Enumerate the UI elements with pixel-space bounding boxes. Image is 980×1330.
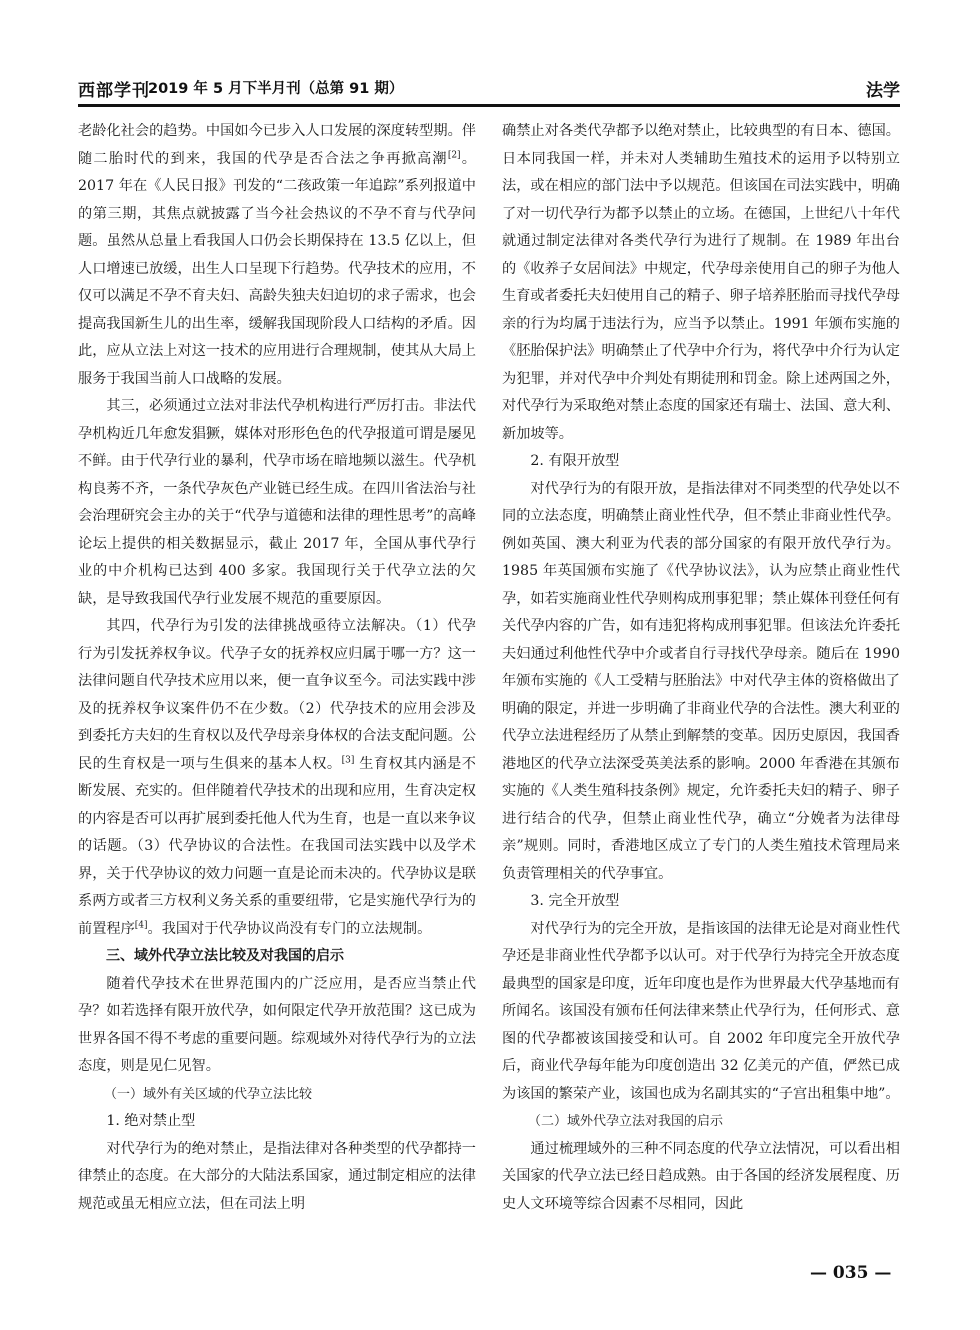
body-paragraph [502,916,900,1109]
paragraph-text: 。我国对于代孕协议尚没有专门的立法规制。 [147,920,432,937]
body-paragraph [78,971,476,1081]
paragraph-text: 通过梳理域外的三种不同态度的代孕立法情况，可以看出相关国家的代孕立法已经日趋成熟。由于各国的经济发展程度、历史人文环境等综合因素不尽相同，因此 [502,1140,900,1212]
paragraph-text: 2. 有限开放型 [530,453,620,469]
paragraph-text: 对代孕行为的绝对禁止，是指法律对各种类型的代孕都持一律禁止的态度。在大部分的大陆法系国家，通过制定相应的法律规范或虽无相应立法，但在司法上明 [78,1140,476,1212]
paragraph-text: 三、域外代孕立法比较及对我国的启示 [106,948,344,964]
page-number: — 035 — [810,1263,892,1283]
body-paragraph [502,1136,900,1219]
paragraph-text: 。2017 年在《人民日报》刊发的“二孩政策一年追踪”系列报道中的第三期，其焦点就披露了当今社会热议的不孕不育与代孕问题。虽然从总量上看我国人口仍会长期保持在 13.5 亿以上，但人口增速已放缓，出生人口呈现下行趋势。代孕技术的应用，不仅可以满足不孕不育夫妇、高龄失独夫妇迫切的求子需求，也会提高我国新生儿的出生率，缓解我国现阶段人口结构的矛盾。因此，应从立法上对这一技术的应用进行合理规制，使其从大局上服务于我国当前人口战略的发展。 [78,150,476,387]
journal-logo: 西部学刊 [78,81,150,101]
left-column [78,118,476,1218]
citation-ref: [3] [341,754,355,765]
body-paragraph [78,118,476,393]
body-paragraph [502,118,900,448]
subsubsection-heading [78,1108,476,1136]
paragraph-text: 1. 绝对禁止型 [106,1113,196,1129]
section-label: 法学 [866,81,900,101]
citation-ref: [2] [447,149,461,160]
paragraph-text: 对代孕行为的有限开放，是指法律对不同类型的代孕处以不同的立法态度，明确禁止商业性代孕，但不禁止非商业性代孕。例如英国、澳大利亚为代表的部分国家的有限开放代孕行为。1985 年英国颁布实施了《代孕协议法》，认为应禁止商业性代孕，如若实施商业性代孕则构成刑事犯罪；禁止媒体刊登任何有关代孕内容的广告，如有违犯将构成刑事犯罪。但该法允许委托夫妇通过利他性代孕中介或者自行寻找代孕母亲。随后在 1990 年颁布实施的《人工受精与胚胎法》中对代孕主体的资格做出了明确的限定，并进一步明确了非商业代孕的合法性。澳大利亚的代孕立法进程经历了从禁止到解禁的变革。因历史原因，我国香港地区的代孕立法深受英美法系的影响。2000 年香港在其颁布实施的《人类生殖科技条例》规定，允许委托夫妇的精子、卵子进行结合的代孕，但禁止商业性代孕，确立“分娩者为法律母亲”规则。同时，香港地区成立了专门的人类生殖技术管理局来负责管理相关的代孕事宜。 [502,480,900,882]
paragraph-text: 3. 完全开放型 [530,893,620,909]
paragraph-text: （二）域外代孕立法对我国的启示 [528,1114,724,1129]
paragraph-text: 确禁止对各类代孕都予以绝对禁止，比较典型的有日本、德国。日本同我国一样，并未对人类辅助生殖技术的运用予以特别立法，或在相应的部门法中予以规范。但该国在司法实践中，明确了对一切代孕行为都予以禁止的立场。在德国，上世纪八十年代就通过制定法律对各类代孕行为进行了规制。在 1989 年出台的《收养子女居间法》中规定，代孕母亲使用自己的卵子为他人生育或者委托夫妇使用自己的精子、卵子培养胚胎而寻找代孕母亲的行为均属于违法行为，应当予以禁止。1991 年颁布实施的《胚胎保护法》明确禁止了代孕中介行为，将代孕中介行为认定为犯罪，并对代孕中介判处有期徒刑和罚金。除上述两国之外，对代孕行为采取绝对禁止态度的国家还有瑞士、法国、意大利、新加坡等。 [502,123,900,442]
body-paragraph [78,613,476,943]
issue-info: 2019 年 5 月下半月刊（总第 91 期） [148,81,404,97]
citation-ref: [4] [134,919,148,930]
paragraph-text: 其三，必须通过立法对非法代孕机构进行严厉打击。非法代孕机构近几年愈发猖獗，媒体对形形色色的代孕报道可谓是屡见不鲜。由于代孕行业的暴利，代孕市场在暗地频以滋生。代孕机构良莠不齐，一条代孕灰色产业链已经生成。在四川省法治与社会治理研究会主办的关于“代孕与道德和法律的理性思考”的高峰论坛上提供的相关数据显示，截止 2017 年，全国从事代孕行业的中介机构已达到 400 多家。我国现行关于代孕立法的欠缺，是导致我国代孕行业发展不规范的重要原因。 [78,398,476,607]
subsection-heading [502,1108,900,1136]
body-paragraph [78,1136,476,1219]
paragraph-text: 随着代孕技术在世界范围内的广泛应用，是否应当禁止代孕？如若选择有限开放代孕，如何限定代孕开放范围？这已成为世界各国不得不考虑的重要问题。综观域外对待代孕行为的立法态度，则是见仁见智。 [78,975,476,1074]
paragraph-text: 生育权其内涵是不断发展、充实的。但伴随着代孕技术的出现和应用，生育决定权的内容是否可以再扩展到委托他人代为生育，也是一直以来争议的话题。（3）代孕协议的合法性。在我国司法实践中以及学术界，关于代孕协议的效力问题一直是论而未决的。代孕协议是联系两方或者三方权利义务关系的重要纽带，它是实施代孕行为的前置程序 [78,755,476,937]
subsection-heading [78,1081,476,1109]
body-paragraph [502,476,900,889]
subsubsection-heading [502,448,900,476]
running-header [78,74,900,102]
paragraph-text: 其四，代孕行为引发的法律挑战亟待立法解决。（1）代孕行为引发抚养权争议。代孕子女的抚养权应归属于哪一方？这一法律问题自代孕技术应用以来，便一直争议至今。司法实践中涉及的抚养权争议案件仍不在少数。（2）代孕技术的应用会涉及到委托方夫妇的生育权以及代孕母亲身体权的合法支配问题。公民的生育权是一项与生俱来的基本人权。 [78,618,476,772]
paragraph-text: 对代孕行为的完全开放，是指该国的法律无论是对商业性代孕还是非商业性代孕都予以认可。对于代孕行为持完全开放态度最典型的国家是印度，近年印度也是作为世界最大代孕基地而有所闻名。该国没有颁布任何法律来禁止代孕行为，任何形式、意图的代孕都被该国接受和认可。自 2002 年印度完全开放代孕后，商业代孕每年能为印度创造出 32 亿美元的产值，俨然已成为该国的繁荣产业，该国也成为名副其实的“子宫出租集中地”。 [502,920,900,1102]
header-rule [78,104,900,107]
body-paragraph [78,393,476,613]
right-column [502,118,900,1218]
paragraph-text: （一）域外有关区域的代孕立法比较 [104,1086,313,1102]
section-heading [78,943,476,971]
paragraph-text: 老龄化社会的趋势。中国如今已步入人口发展的深度转型期。伴随二胎时代的到来，我国的代孕是否合法之争再掀高潮 [78,123,476,167]
subsubsection-heading [502,888,900,916]
